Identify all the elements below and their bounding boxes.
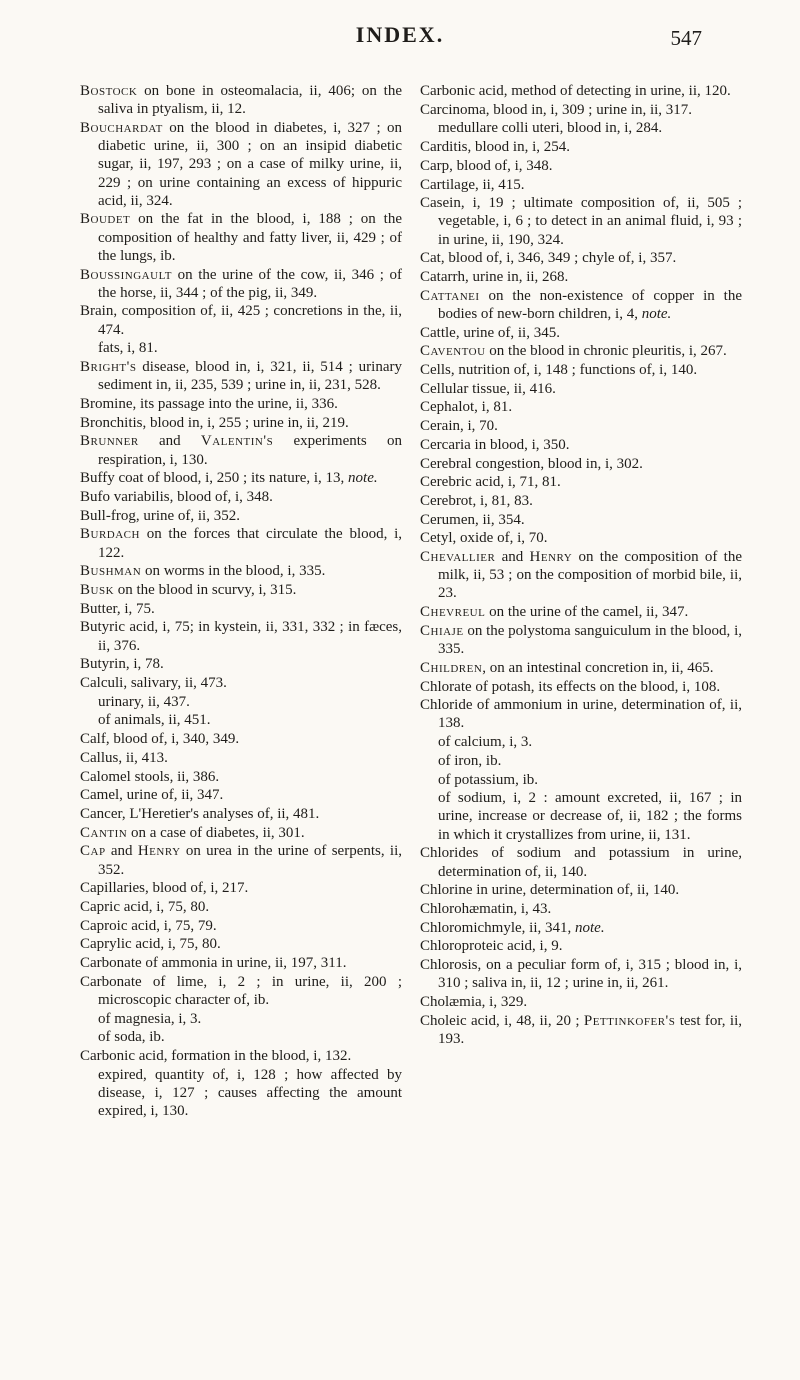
entry-text: of sodium, i, 2 : amount excreted, ii, 167 ; in urine, increase or decrease of, ii, 182 ; the forms in which it crystallizes from urine, ii, 131. <box>438 790 742 843</box>
index-entry <box>420 844 742 880</box>
entry-text: Bufo variabilis, blood of, i, 348. <box>80 488 273 505</box>
index-entry <box>420 342 742 360</box>
index-entry <box>80 674 402 692</box>
entry-text: on the blood in diabetes, i, 327 ; on diabetic urine, ii, 300 ; on an insipid diabetic sugar, ii, 197, 293 ; on a case of milky urine, ii, 229 ; on urine containing an excess of hippuric acid, ii, 324. <box>98 119 402 209</box>
entry-text: Carp, blood of, i, 348. <box>420 157 553 174</box>
index-subentry <box>80 1028 402 1046</box>
entry-author: Bouchardat <box>80 119 163 136</box>
left-column <box>80 82 402 1121</box>
index-entry <box>80 824 402 842</box>
index-entry <box>80 414 402 432</box>
index-entry <box>80 805 402 823</box>
index-entry <box>420 881 742 899</box>
entry-text: on the urine of the cow, ii, 346 ; of the horse, ii, 344 ; of the pig, ii, 349. <box>98 266 402 301</box>
index-subentry <box>80 693 402 711</box>
entry-text: Caproic acid, i, 75, 79. <box>80 917 217 934</box>
index-entry <box>420 548 742 603</box>
entry-text: Chlorohæmatin, i, 43. <box>420 900 552 917</box>
entry-author: Chiaje <box>420 622 464 639</box>
index-entry <box>80 82 402 118</box>
entry-author: Boudet <box>80 211 131 228</box>
index-entry <box>80 266 402 302</box>
entry-text: Catarrh, urine in, ii, 268. <box>420 269 569 286</box>
entry-text: Calculi, salivary, ii, 473. <box>80 675 227 691</box>
index-entry <box>420 138 742 156</box>
index-entry <box>80 525 402 561</box>
entry-author: Bostock <box>80 83 138 99</box>
index-subentry <box>80 339 402 357</box>
entry-text: Chlorides of sodium and potassium in urine, determination of, ii, 140. <box>420 845 742 880</box>
entry-text: Brain, composition of, ii, 425 ; concretions in the, ii, 474. <box>80 303 402 338</box>
entry-author: Henry <box>137 843 181 860</box>
entry-text: of potassium, ib. <box>438 771 538 788</box>
index-entry <box>420 603 742 621</box>
entry-text: Cattle, urine of, ii, 345. <box>420 324 560 341</box>
index-subentry <box>420 119 742 137</box>
index-entry <box>420 82 742 100</box>
entry-author: Caventou <box>420 343 486 360</box>
entry-text: of animals, ii, 451. <box>98 712 211 729</box>
entry-text: Bromine, its passage into the urine, ii, 336. <box>80 395 338 412</box>
entry-text: Capric acid, i, 75, 80. <box>80 898 210 915</box>
entry-text: on the blood in scurvy, i, 315. <box>114 581 297 598</box>
index-subentry <box>420 771 742 789</box>
entry-text: Cerebric acid, i, 71, 81. <box>420 474 561 491</box>
entry-text: Carbonic acid, formation in the blood, i, 132. <box>80 1048 352 1065</box>
entry-text: Chlorine in urine, determination of, ii, 140. <box>420 882 680 899</box>
page-title: INDEX. <box>355 22 445 47</box>
entry-author: Chevreul <box>420 604 486 621</box>
entry-text: of iron, ib. <box>438 752 502 769</box>
index-entry <box>420 696 742 732</box>
entry-text: Butyrin, i, 78. <box>80 656 164 673</box>
index-subentry <box>420 752 742 770</box>
entry-author: Valentin's <box>200 433 274 450</box>
index-entry <box>80 749 402 767</box>
index-entry <box>420 511 742 529</box>
entry-text: experiments on respiration, i, 130. <box>98 433 402 468</box>
index-entry <box>80 600 402 618</box>
index-entry <box>420 659 742 677</box>
entry-text: Cerumen, ii, 354. <box>420 511 525 528</box>
entry-note: note. <box>641 305 672 322</box>
entry-text: Casein, i, 19 ; ultimate composition of, ii, 505 ; vegetable, i, 6 ; to detect in an animal fluid, i, 93 ; in urine, ii, 190, 324. <box>420 195 742 248</box>
entry-text: Carbonate of lime, i, 2 ; in urine, ii, 200 ; microscopic character of, ib. <box>80 973 402 1008</box>
entry-text: Cellular tissue, ii, 416. <box>420 380 556 397</box>
index-entry <box>420 287 742 323</box>
index-entry <box>420 157 742 175</box>
index-entry <box>80 954 402 972</box>
entry-text: Cetyl, oxide of, i, 70. <box>420 530 548 547</box>
entry-text: Cerebrot, i, 81, 83. <box>420 492 533 509</box>
entry-text: Cerebral congestion, blood in, i, 302. <box>420 455 643 472</box>
entry-note: note. <box>575 919 605 936</box>
index-entry <box>80 1047 402 1065</box>
index-entry <box>80 358 402 394</box>
index-entry <box>420 455 742 473</box>
entry-text: Bronchitis, blood in, i, 255 ; urine in, ii, 219. <box>80 414 349 431</box>
entry-text: and <box>495 549 530 566</box>
index-entry <box>80 879 402 897</box>
entry-text: Bull-frog, urine of, ii, 352. <box>80 507 240 524</box>
entry-text: test for, ii, 193. <box>438 1012 743 1047</box>
entry-text: Chlorate of potash, its effects on the blood, i, 108. <box>420 678 721 695</box>
entry-text: on the urine of the camel, ii, 347. <box>485 604 689 621</box>
index-entry <box>80 917 402 935</box>
entry-text: on the polystoma sanguiculum in the blood, i, 335. <box>438 622 742 658</box>
index-entry <box>80 842 402 878</box>
entry-text: Cells, nutrition of, i, 148 ; functions of, i, 140. <box>420 362 698 379</box>
entry-text: Chloride of ammonium in urine, determination of, ii, 138. <box>420 697 742 732</box>
index-entry <box>80 432 402 468</box>
entry-text: on the fat in the blood, i, 188 ; on the composition of healthy and fatty liver, ii, 429 ; of the lungs, ib. <box>98 211 402 264</box>
page-header <box>0 22 800 62</box>
entry-text: of magnesia, i, 3. <box>98 1010 202 1027</box>
entry-text: Cercaria in blood, i, 350. <box>420 436 570 453</box>
index-entry <box>420 249 742 267</box>
index-entry <box>420 268 742 286</box>
entry-text: fats, i, 81. <box>98 340 158 357</box>
entry-text: on the composition of the milk, ii, 53 ; on the composition of morbid bile, ii, 23. <box>438 549 742 602</box>
page-number: 547 <box>670 26 702 50</box>
entry-text: on urea in the urine of serpents, ii, 352. <box>98 843 402 878</box>
entry-text: and <box>105 843 138 860</box>
index-entry <box>420 194 742 249</box>
entry-note: note. <box>348 470 378 487</box>
entry-text: Chloromichmyle, ii, 341, <box>420 919 575 936</box>
index-entry <box>80 935 402 953</box>
index-subentry <box>80 711 402 729</box>
index-subentry <box>80 1010 402 1028</box>
entry-text: Cholæmia, i, 329. <box>420 993 528 1010</box>
index-entry <box>80 488 402 506</box>
entry-text: urinary, ii, 437. <box>98 693 190 710</box>
index-entry <box>80 786 402 804</box>
index-entry <box>80 210 402 265</box>
entry-text: Cancer, L'Heretier's analyses of, ii, 481. <box>80 805 320 822</box>
entry-author: Cantin <box>80 824 128 841</box>
entry-author: Chevallier <box>420 549 496 566</box>
entry-text: disease, blood in, i, 321, ii, 514 ; urinary sediment in, ii, 235, 539 ; urine in, ii, 231, 528. <box>98 359 402 394</box>
index-entry <box>80 507 402 525</box>
index-entry <box>420 900 742 918</box>
entry-author: Busk <box>80 581 115 598</box>
entry-text: Calf, blood of, i, 340, 349. <box>80 731 240 748</box>
entry-text: Buffy coat of blood, i, 250 ; its nature, i, 13, <box>80 470 349 487</box>
right-column <box>420 82 742 1049</box>
entry-text: Caprylic acid, i, 75, 80. <box>80 936 221 953</box>
index-entry <box>420 993 742 1011</box>
entry-author: Brunner <box>80 433 139 450</box>
entry-author: Cattanei <box>420 287 480 304</box>
index-entry <box>420 956 742 992</box>
entry-text: Camel, urine of, ii, 347. <box>80 787 224 804</box>
index-entry <box>420 622 742 658</box>
entry-text: Cartilage, ii, 415. <box>420 176 525 193</box>
index-entry <box>420 101 742 119</box>
entry-author: Boussingault <box>80 266 172 283</box>
entry-author: Burdach <box>80 526 140 543</box>
entry-text: Butter, i, 75. <box>80 600 155 617</box>
entry-text: Butyric acid, i, 75; in kystein, ii, 331, 332 ; in fæces, ii, 376. <box>80 619 402 654</box>
index-subentry <box>420 733 742 751</box>
index-entry <box>420 417 742 435</box>
entry-author: Henry <box>529 549 573 566</box>
entry-text: Carbonate of ammonia in urine, ii, 197, 311. <box>80 955 347 972</box>
entry-text: on the non-existence of copper in the bodies of new-born children, i, 4, <box>438 287 742 322</box>
entry-text: Cerain, i, 70. <box>420 418 498 435</box>
index-entry <box>80 562 402 580</box>
entry-text: Chloroproteic acid, i, 9. <box>420 938 563 955</box>
index-entry <box>420 473 742 491</box>
index-entry <box>420 529 742 547</box>
index-entry <box>80 581 402 599</box>
entry-text: Callus, ii, 413. <box>80 749 168 766</box>
index-entry <box>420 937 742 955</box>
entry-text: Carbonic acid, method of detecting in urine, ii, 120. <box>420 83 731 99</box>
entry-author: Children <box>420 659 483 676</box>
index-entry <box>80 973 402 1009</box>
entry-author: Pettinkofer's <box>583 1012 676 1029</box>
entry-text: on the forces that circulate the blood, i, 122. <box>98 526 402 561</box>
entry-text: and <box>138 433 201 450</box>
entry-text: Carditis, blood in, i, 254. <box>420 139 570 156</box>
index-entry <box>420 436 742 454</box>
index-entry <box>80 395 402 413</box>
entry-text: on worms in the blood, i, 335. <box>141 563 326 580</box>
entry-text: Capillaries, blood of, i, 217. <box>80 880 249 897</box>
entry-text: Cat, blood of, i, 346, 349 ; chyle of, i, 357. <box>420 250 677 267</box>
entry-text: on bone in osteomalacia, ii, 406; on the saliva in ptyalism, ii, 12. <box>98 83 402 118</box>
index-entry <box>420 176 742 194</box>
entry-author: Cap <box>80 843 106 860</box>
index-entry <box>420 380 742 398</box>
entry-text: Chlorosis, on a peculiar form of, i, 315 ; blood in, i, 310 ; saliva in, ii, 12 ; urine in, ii, 261. <box>420 957 742 992</box>
index-subentry <box>80 1066 402 1121</box>
index-entry <box>80 898 402 916</box>
index-entry <box>420 919 742 937</box>
entry-text: Cephalot, i, 81. <box>420 399 513 416</box>
index-entry <box>420 492 742 510</box>
index-entry <box>420 324 742 342</box>
entry-text: on a case of diabetes, ii, 301. <box>127 824 305 841</box>
entry-author: Bright's <box>80 359 137 376</box>
index-subentry <box>420 789 742 844</box>
entry-text: , on an intestinal concretion in, ii, 465. <box>482 659 714 676</box>
index-entry <box>420 398 742 416</box>
entry-text: on the blood in chronic pleuritis, i, 267. <box>485 343 727 360</box>
index-entry <box>420 678 742 696</box>
index-entry <box>80 469 402 487</box>
index-entry <box>80 119 402 210</box>
entry-author: Bushman <box>80 563 142 580</box>
index-entry <box>80 768 402 786</box>
index-entry <box>80 730 402 748</box>
entry-text: Choleic acid, i, 48, ii, 20 ; <box>420 1012 584 1029</box>
index-entry <box>80 655 402 673</box>
index-entry <box>420 1012 742 1048</box>
entry-text: expired, quantity of, i, 128 ; how affected by disease, i, 127 ; causes affecting the amount expired, i, 130. <box>98 1066 402 1120</box>
index-entry <box>80 618 402 654</box>
entry-text: Carcinoma, blood in, i, 309 ; urine in, ii, 317. <box>420 101 693 118</box>
entry-text: of soda, ib. <box>98 1029 165 1046</box>
entry-text: Calomel stools, ii, 386. <box>80 768 220 785</box>
index-entry <box>420 361 742 379</box>
entry-text: medullare colli uteri, blood in, i, 284. <box>438 120 663 137</box>
entry-text: of calcium, i, 3. <box>438 734 533 751</box>
index-entry <box>80 302 402 338</box>
